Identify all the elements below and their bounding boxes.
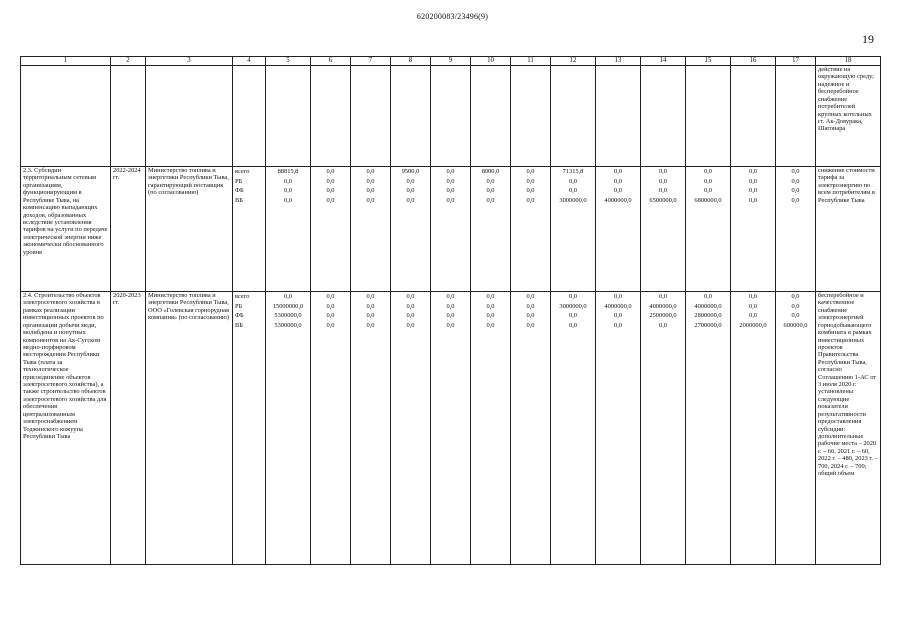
value-column [431, 167, 471, 292]
column-number: 1 [21, 57, 111, 66]
value-cell: 4000000,0 [649, 302, 677, 310]
continuation-row [21, 66, 881, 167]
value-cell: 0,0 [569, 177, 577, 185]
value-cell: 4000000,0 [604, 302, 632, 310]
empty-cell [431, 66, 471, 167]
column-number: 11 [511, 57, 551, 66]
value-cell: 0,0 [614, 321, 622, 329]
value-cell: 0,0 [749, 302, 757, 310]
value-cell: 0,0 [366, 168, 375, 175]
value-cell: 0,0 [406, 321, 415, 329]
value-column [551, 292, 596, 565]
value-cell: 0,0 [406, 196, 415, 204]
value-cell: 0,0 [284, 177, 292, 185]
measure-years: 2020-2023 гг. [111, 292, 146, 565]
value-cell: 9500,0 [401, 168, 420, 175]
column-number: 14 [641, 57, 686, 66]
funding-source-label: ВБ [235, 321, 243, 329]
value-cell: 0,0 [526, 196, 535, 204]
column-number-row [21, 57, 881, 66]
column-number: 16 [731, 57, 776, 66]
column-number: 18 [816, 57, 881, 66]
value-cell: 0,0 [614, 177, 622, 185]
value-column [266, 292, 311, 565]
value-cell: 2500000,0 [649, 312, 677, 319]
value-column [551, 167, 596, 292]
value-cell: 0,0 [614, 312, 622, 319]
empty-cell [641, 66, 686, 167]
funding-source-label: ФБ [235, 187, 244, 194]
value-cell: 0,0 [659, 321, 667, 329]
measure-name: 2.4. Строительство объектов электросетевого хозяйства в рамках реализации инвестиционных проектов по организации добычи меди, молибдена и попутных компонентов на Ак-Сугском медно-порфировом месторождении Республики Тыва (плата за технологическое присоединение объектов электросетевого хозяйства), а также строительство объектов электросетевого хозяйства для обеспечения централизованным электроснабжением Тоджинского кожууна Республики Тыва [21, 292, 111, 565]
column-number: 13 [596, 57, 641, 66]
value-cell: 0,0 [406, 293, 415, 300]
value-cell: 0,0 [446, 312, 455, 319]
value-cell: 0,0 [526, 321, 535, 329]
measure-result: бесперебойное и качественное снабжение электроэнергией горнодобывающего комбината в рамках инвестиционных проектов Правительства Республики Тыва, согласно Соглашению 1-АС от 3 июля 2020 г. установлены следующие показатели результативности предоставления субсидии: дополнительные рабочие места – 2020 г. – 60, 2021 г. – 60, 2022 г. – 480, 2023 г. – 700, 2024 г. – 700; общий объем [816, 292, 881, 565]
measure-result: снижение стоимости тарифа за электроэнергию по всем потребителям в Республике Тыва [816, 167, 881, 292]
value-cell: 0,0 [526, 187, 535, 194]
empty-cell [351, 66, 391, 167]
value-cell: 0,0 [366, 187, 375, 194]
value-column [266, 167, 311, 292]
program-table [20, 56, 881, 565]
value-column [311, 167, 351, 292]
value-column [686, 167, 731, 292]
value-cell: 0,0 [366, 177, 375, 185]
value-cell: 0,0 [446, 177, 455, 185]
value-cell: 0,0 [791, 293, 800, 300]
value-cell: 0,0 [526, 177, 535, 185]
value-cell: 0,0 [446, 302, 455, 310]
column-number: 8 [391, 57, 431, 66]
value-cell: 0,0 [326, 302, 335, 310]
value-cell: 0,0 [614, 293, 622, 300]
column-number: 5 [266, 57, 311, 66]
value-cell: 0,0 [791, 302, 800, 310]
empty-cell [391, 66, 431, 167]
funding-source-label: ВБ [235, 196, 243, 204]
value-column [351, 292, 391, 565]
empty-cell [776, 66, 816, 167]
value-cell: 0,0 [659, 168, 667, 175]
value-cell: 0,0 [791, 177, 800, 185]
value-cell: 0,0 [406, 187, 415, 194]
value-cell: 0,0 [366, 196, 375, 204]
value-cell: 0,0 [749, 196, 757, 204]
column-number: 9 [431, 57, 471, 66]
measure-executor: Министерство топлива и энергетики Республики Тыва, ООО «Голевская горнорудная компания» (по согласованию) [146, 292, 233, 565]
value-cell: 0,0 [326, 168, 335, 175]
funding-sources [233, 167, 266, 292]
funding-source-label: РБ [235, 177, 243, 185]
value-column [311, 292, 351, 565]
column-number: 12 [551, 57, 596, 66]
measure-row [21, 292, 881, 565]
value-cell: 0,0 [526, 312, 535, 319]
value-cell: 2800000,0 [694, 312, 722, 319]
value-column [471, 292, 511, 565]
value-cell: 0,0 [749, 312, 757, 319]
value-cell: 0,0 [366, 302, 375, 310]
measure-row [21, 167, 881, 292]
funding-source-label: ФБ [235, 312, 244, 319]
measure-executor: Министерство топлива и энергетики Республики Тыва, гарантирующий поставщик (по согласованию) [146, 167, 233, 292]
value-cell: 0,0 [326, 321, 335, 329]
value-cell: 0,0 [326, 293, 335, 300]
value-cell: 4000000,0 [694, 302, 722, 310]
funding-source-label: всего [235, 168, 250, 175]
funding-sources [233, 292, 266, 565]
value-cell: 0,0 [569, 312, 577, 319]
value-cell: 0,0 [569, 187, 577, 194]
value-cell: 0,0 [749, 293, 757, 300]
value-cell: 0,0 [406, 177, 415, 185]
value-cell: 0,0 [446, 293, 455, 300]
value-column [596, 167, 641, 292]
value-cell: 0,0 [526, 302, 535, 310]
value-cell: 0,0 [486, 312, 495, 319]
value-cell: 0,0 [569, 293, 577, 300]
value-cell: 0,0 [614, 187, 622, 194]
value-column [391, 292, 431, 565]
empty-cell [146, 66, 233, 167]
value-cell: 0,0 [366, 321, 375, 329]
value-cell: 88815,8 [277, 168, 299, 175]
value-column [511, 292, 551, 565]
value-cell: 0,0 [366, 312, 375, 319]
value-cell: 0,0 [526, 293, 535, 300]
funding-source-label: РБ [235, 302, 243, 310]
column-number: 10 [471, 57, 511, 66]
value-cell: 0,0 [569, 321, 577, 329]
empty-cell [551, 66, 596, 167]
empty-cell [686, 66, 731, 167]
empty-cell [731, 66, 776, 167]
value-column [471, 167, 511, 292]
value-column [596, 292, 641, 565]
value-cell: 0,0 [486, 321, 495, 329]
empty-cell [233, 66, 266, 167]
value-cell: 0,0 [791, 312, 800, 319]
value-cell: 0,0 [486, 293, 495, 300]
column-number: 3 [146, 57, 233, 66]
value-cell: 0,0 [446, 168, 455, 175]
value-cell: 71315,8 [562, 168, 584, 175]
value-column [351, 167, 391, 292]
value-cell: 0,0 [326, 177, 335, 185]
value-column [641, 292, 686, 565]
value-cell: 0,0 [446, 196, 455, 204]
value-cell: 0,0 [446, 321, 455, 329]
value-cell: 0,0 [284, 196, 292, 204]
value-column [641, 167, 686, 292]
value-column [686, 292, 731, 565]
empty-cell [511, 66, 551, 167]
empty-cell [596, 66, 641, 167]
measure-name: 2.3. Субсидии территориальным сетевым организациям, функционирующим в Республике Тыва, на компенсацию выпадающих доходов, образованных вследствие установления тарифов на услуги по передаче электрической энергии ниже экономически обоснованного уровня [21, 167, 111, 292]
page-number: 19 [862, 32, 874, 46]
value-cell: 0,0 [704, 177, 712, 185]
value-cell: 6800000,0 [694, 196, 722, 204]
value-cell: 0,0 [526, 168, 535, 175]
value-cell: 0,0 [446, 187, 455, 194]
column-number: 6 [311, 57, 351, 66]
value-column [776, 292, 816, 565]
value-cell: 0,0 [791, 196, 800, 204]
column-number: 17 [776, 57, 816, 66]
column-number: 15 [686, 57, 731, 66]
value-cell: 0,0 [704, 293, 712, 300]
value-cell: 0,0 [326, 312, 335, 319]
value-cell: 0,0 [614, 168, 622, 175]
empty-cell [311, 66, 351, 167]
value-cell: 0,0 [284, 187, 292, 194]
value-cell: 0,0 [749, 187, 757, 194]
empty-cell [111, 66, 146, 167]
value-cell: 0,0 [791, 168, 800, 175]
value-cell: 0,0 [326, 196, 335, 204]
value-cell: 6500000,0 [649, 196, 677, 204]
result-text: действие на окружающую среду; надежное и бесперебойное снабжение потребителей крупных котельных гг. Ак-Довурака, Шагонара [816, 66, 881, 167]
value-cell: 0,0 [486, 177, 495, 185]
value-cell: 8000,0 [481, 168, 500, 175]
value-cell: 0,0 [749, 168, 757, 175]
column-number: 2 [111, 57, 146, 66]
value-cell: 0,0 [659, 177, 667, 185]
value-cell: 0,0 [326, 187, 335, 194]
column-number: 4 [233, 57, 266, 66]
empty-cell [21, 66, 111, 167]
value-cell: 0,0 [659, 293, 667, 300]
value-cell: 0,0 [406, 312, 415, 319]
value-cell: 2000000,0 [739, 321, 767, 329]
value-cell: 600000,0 [783, 321, 808, 329]
value-cell: 0,0 [704, 168, 712, 175]
funding-source-label: всего [235, 293, 250, 300]
empty-cell [471, 66, 511, 167]
measure-years: 2022-2024 гг. [111, 167, 146, 292]
value-cell: 0,0 [284, 293, 292, 300]
value-column [391, 167, 431, 292]
value-column [776, 167, 816, 292]
value-cell: 3000000,0 [559, 302, 587, 310]
value-cell: 2700000,0 [694, 321, 722, 329]
value-cell: 0,0 [486, 302, 495, 310]
value-cell: 0,0 [486, 196, 495, 204]
value-cell: 3000000,0 [559, 196, 587, 204]
value-cell: 0,0 [749, 177, 757, 185]
document-id: 620200083/23496(9) [416, 12, 489, 21]
value-cell: 0,0 [366, 293, 375, 300]
value-cell: 5300000,0 [274, 312, 302, 319]
value-cell: 15000000,0 [272, 302, 304, 310]
value-cell: 0,0 [406, 302, 415, 310]
value-cell: 4000000,0 [604, 196, 632, 204]
value-cell: 0,0 [659, 187, 667, 194]
empty-cell [266, 66, 311, 167]
value-cell: 0,0 [704, 187, 712, 194]
value-cell: 0,0 [791, 187, 800, 194]
value-column [731, 167, 776, 292]
value-column [511, 167, 551, 292]
column-number: 7 [351, 57, 391, 66]
value-cell: 5300000,0 [274, 321, 302, 329]
value-cell: 0,0 [486, 187, 495, 194]
value-column [731, 292, 776, 565]
value-column [431, 292, 471, 565]
